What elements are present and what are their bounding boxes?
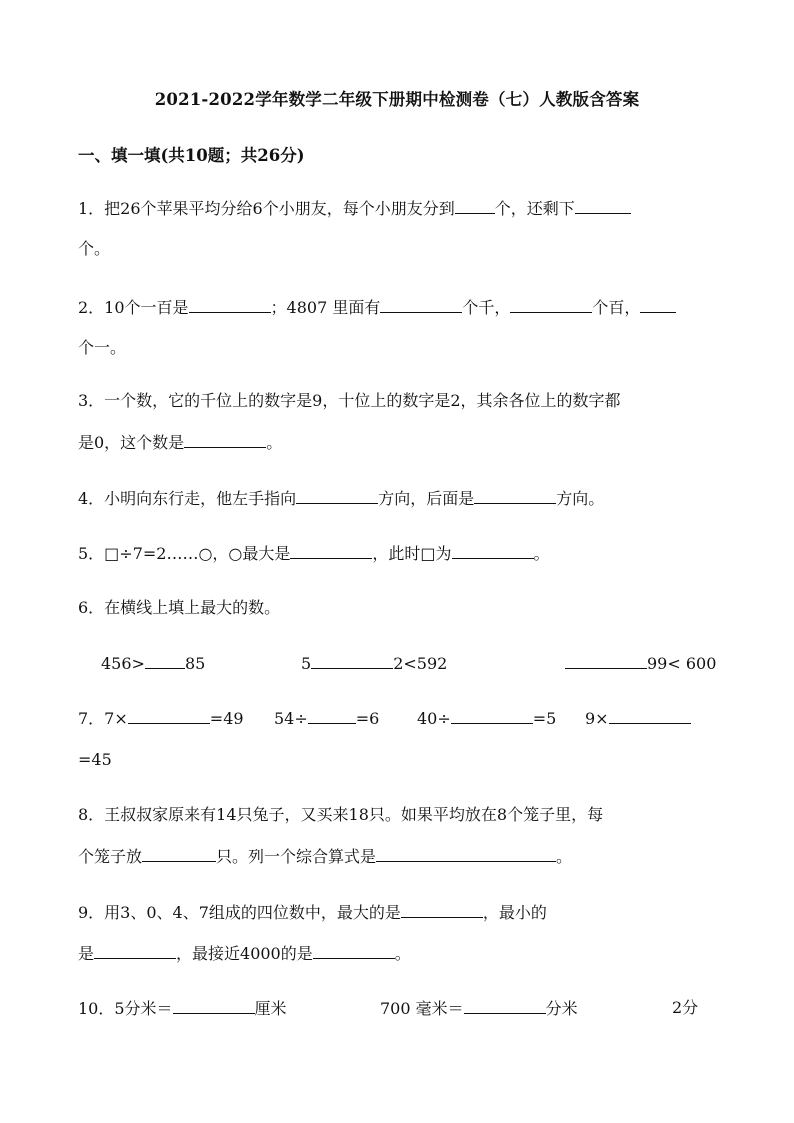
- q2-blank-4[interactable]: [640, 296, 676, 313]
- q4-blank-2[interactable]: [474, 487, 556, 504]
- q9-blank-1[interactable]: [401, 901, 483, 918]
- q6-text: 2<592: [393, 654, 448, 673]
- q8-text: 。: [556, 847, 573, 866]
- q8-blank-2[interactable]: [376, 845, 556, 862]
- q2-text: 个一。: [78, 338, 127, 357]
- question-3-line-2: [78, 431, 282, 454]
- q10-blank-1[interactable]: [173, 997, 255, 1014]
- q7-blank-4[interactable]: [609, 707, 691, 724]
- q10-blank-2[interactable]: [464, 997, 546, 1014]
- question-9-line-1: [78, 901, 547, 924]
- q3-text: 3．一个数，它的千位上的数字是9，十位上的数字是2，其余各位上的数字都: [78, 391, 621, 410]
- q9-blank-2[interactable]: [94, 942, 176, 959]
- q7-text: 9×: [585, 709, 609, 728]
- question-7-part-4: [585, 707, 691, 730]
- q6-text: 456>: [101, 654, 145, 673]
- question-4: [78, 487, 604, 510]
- q7-text: =6: [355, 709, 380, 728]
- question-9-line-2: [78, 942, 411, 965]
- q7-text: 54÷: [274, 709, 308, 728]
- q7-text: 7．7×: [78, 709, 128, 728]
- q6-item-3: [565, 652, 716, 675]
- q3-text: 是0，这个数是: [78, 433, 185, 452]
- q4-text: 方向。: [556, 489, 605, 508]
- q6-text: 6．在横线上填上最大的数。: [78, 598, 281, 617]
- q1-text: 个，还剩下: [494, 199, 575, 218]
- q7-text: =5: [532, 709, 557, 728]
- page-title: 2021-2022学年数学二年级下册期中检测卷（七）人教版含答案: [154, 90, 640, 109]
- section-heading: 一、填一填(共10题；共26分): [78, 146, 305, 165]
- q7-text: =45: [78, 750, 112, 769]
- q2-blank-1[interactable]: [189, 296, 271, 313]
- q9-text: 是: [78, 944, 95, 963]
- q7-blank-1[interactable]: [128, 707, 210, 724]
- q2-text: 个百，: [592, 298, 641, 317]
- q10-text: 10．5分米＝: [78, 999, 173, 1018]
- q9-text: ，最小的: [482, 903, 547, 922]
- q8-text: 个笼子放: [78, 847, 143, 866]
- question-3-line-1: [78, 390, 621, 412]
- q7-blank-3[interactable]: [451, 707, 533, 724]
- q6-blank-2[interactable]: [311, 652, 393, 669]
- q8-text: 8．王叔叔家原来有14只兔子，又买来18只。如果平均放在8个笼子里，每: [78, 805, 604, 824]
- q5-blank-2[interactable]: [452, 542, 534, 559]
- question-2-line-2: [78, 337, 126, 359]
- q7-text: =49: [209, 709, 244, 728]
- q5-text: 5．□÷7=2……○，○最大是: [78, 544, 291, 563]
- q4-blank-1[interactable]: [296, 487, 378, 504]
- q6-text: 5: [301, 654, 312, 673]
- q1-text: 1．把26个苹果平均分给6个小朋友，每个小朋友分到: [78, 199, 455, 218]
- q8-blank-1[interactable]: [142, 845, 216, 862]
- q2-blank-2[interactable]: [380, 296, 462, 313]
- q9-blank-3[interactable]: [313, 942, 395, 959]
- question-7-part-2: [274, 707, 379, 730]
- q1-blank-1[interactable]: [455, 197, 495, 214]
- question-7-part-3: [417, 707, 556, 730]
- question-8-line-1: [78, 804, 603, 826]
- question-1-line-1: [78, 197, 631, 220]
- q9-text: 。: [394, 944, 411, 963]
- q1-text: 个。: [78, 239, 111, 258]
- q2-text: 个千，: [462, 298, 511, 317]
- q10-text: 厘米: [254, 999, 287, 1018]
- q5-blank-1[interactable]: [290, 542, 372, 559]
- question-6: [78, 597, 280, 619]
- question-1-line-2: [78, 238, 110, 260]
- q6-blank-3[interactable]: [565, 652, 647, 669]
- q8-text: 只。列一个综合算式是: [216, 847, 377, 866]
- q2-text: ；4807 里面有: [270, 298, 381, 317]
- q5-text: ，此时□为: [372, 544, 452, 563]
- q3-blank-1[interactable]: [184, 431, 266, 448]
- question-10-part-1: [78, 997, 287, 1020]
- q10-text: 分米: [545, 999, 578, 1018]
- q4-text: 方向，后面是: [378, 489, 475, 508]
- q10-text: 700 毫米＝: [380, 999, 464, 1018]
- question-7-line-1: [78, 707, 244, 730]
- q9-text: 9．用3、0、4、7组成的四位数中，最大的是: [78, 903, 401, 922]
- q6-item-2: [301, 652, 447, 675]
- q7-blank-2[interactable]: [308, 707, 356, 724]
- question-8-line-2: [78, 845, 572, 868]
- question-10-part-2: [380, 997, 578, 1020]
- question-5: [78, 542, 550, 565]
- question-7-line-2: [78, 749, 112, 771]
- question-2-line-1: [78, 296, 676, 319]
- q9-text: ，最接近4000的是: [176, 944, 313, 963]
- q7-text: 40÷: [417, 709, 451, 728]
- question-10-part-3: [672, 997, 698, 1019]
- q2-blank-3[interactable]: [510, 296, 592, 313]
- q10-text: 2分: [672, 998, 699, 1017]
- q6-text: 99< 600: [647, 654, 717, 673]
- q2-text: 2．10个一百是: [78, 298, 189, 317]
- q6-item-1: [101, 652, 205, 675]
- q3-text: 。: [266, 433, 283, 452]
- q5-text: 。: [533, 544, 550, 563]
- q6-text: 85: [184, 654, 206, 673]
- q6-blank-1[interactable]: [145, 652, 185, 669]
- q1-blank-2[interactable]: [575, 197, 631, 214]
- q4-text: 4．小明向东行走，他左手指向: [78, 489, 297, 508]
